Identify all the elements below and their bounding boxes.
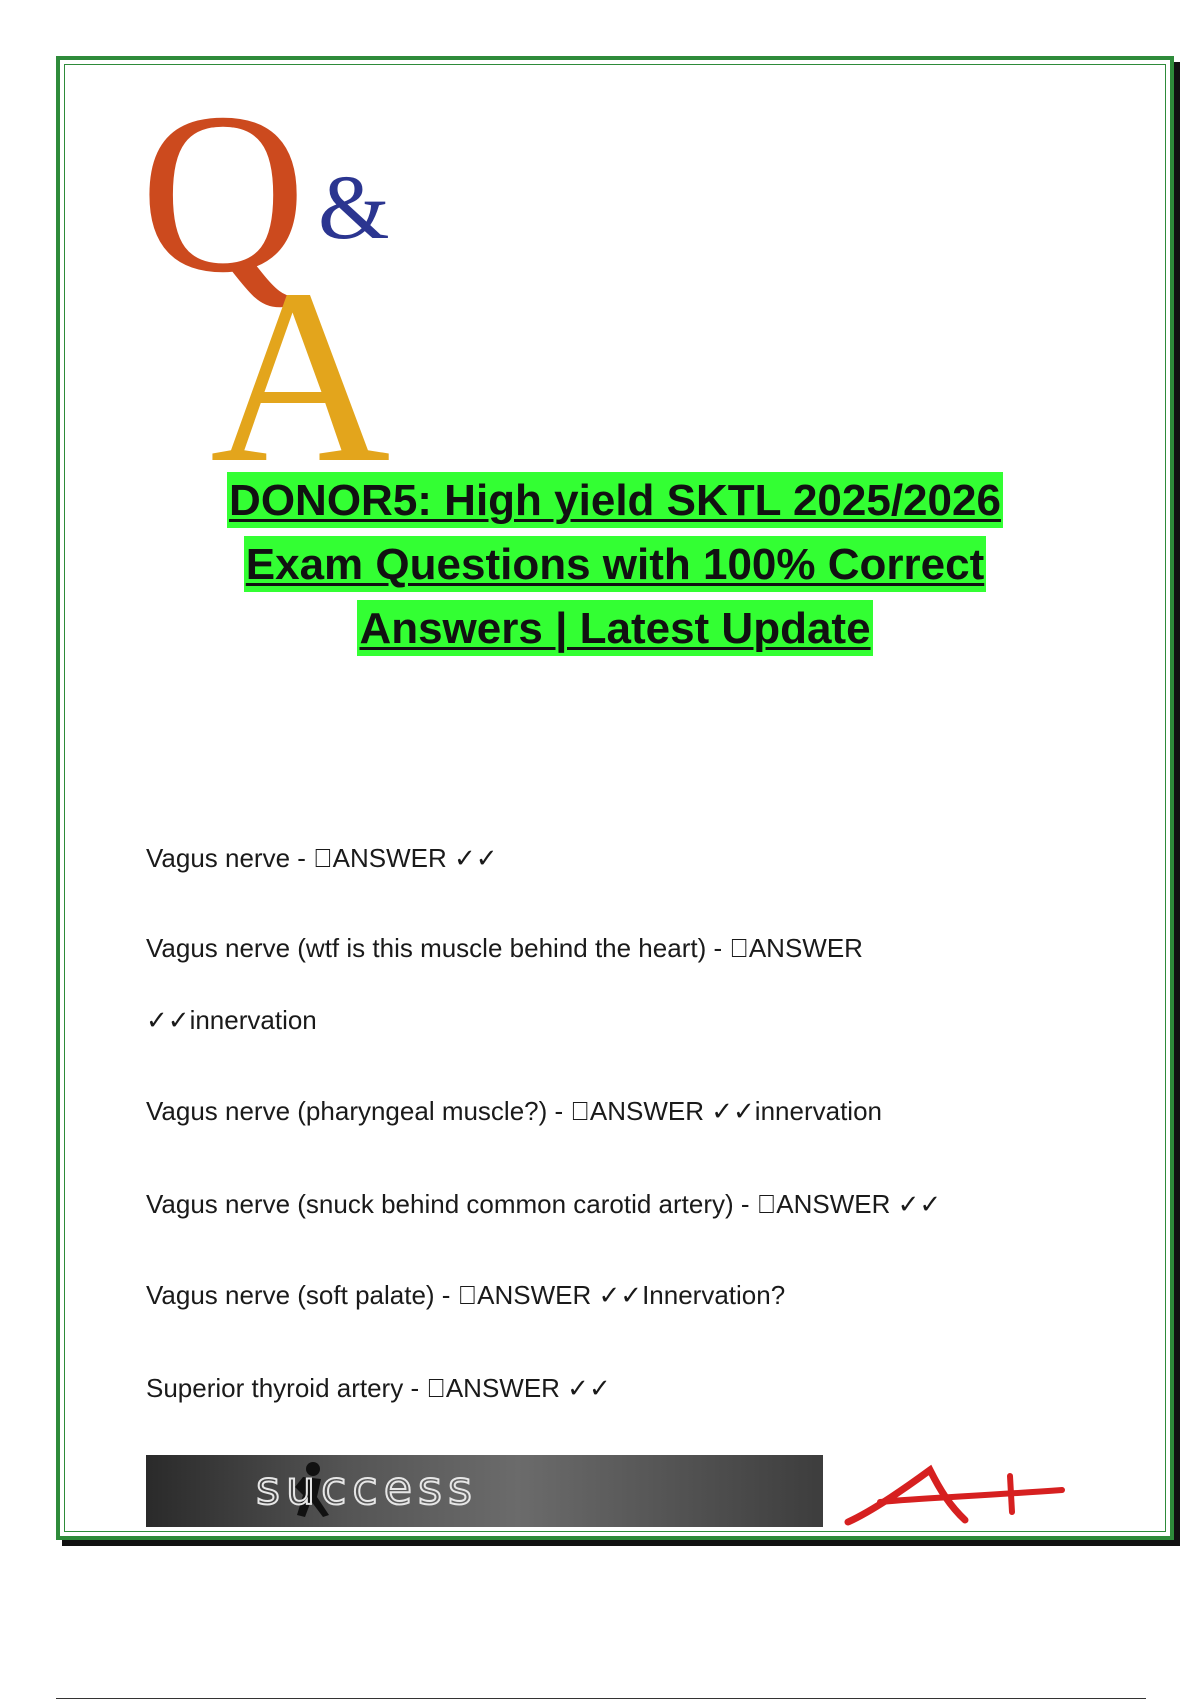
success-banner-text: success	[256, 1461, 478, 1515]
qa-item: Superior thyroid artery -  ANSWER ✓✓	[146, 1373, 611, 1403]
qa-item: Vagus nerve (wtf is this muscle behind the heart) -  ANSWER	[146, 933, 863, 963]
qa-item: Vagus nerve (pharyngeal muscle?) -  ANSWER ✓✓innervation	[146, 1096, 882, 1126]
title-line: Exam Questions with 100% Correct	[244, 536, 986, 592]
success-banner-image	[146, 1455, 823, 1527]
qa-item: Vagus nerve -  ANSWER ✓✓	[146, 843, 498, 873]
document-title	[100, 472, 1130, 664]
qa-item-continuation: ✓✓innervation	[146, 1005, 317, 1035]
logo-letter-a: A	[210, 238, 391, 470]
title-line: Answers | Latest Update	[357, 600, 872, 656]
bottom-rule	[56, 1698, 1146, 1699]
qa-item: Vagus nerve (soft palate) -  ANSWER ✓✓Innervation?	[146, 1280, 786, 1310]
a-plus-grade-icon	[840, 1462, 1070, 1532]
qa-item: Vagus nerve (snuck behind common carotid artery) -  ANSWER ✓✓	[146, 1189, 942, 1219]
title-line: DONOR5: High yield SKTL 2025/2026	[227, 472, 1003, 528]
qa-logo	[140, 70, 440, 470]
logo-ampersand: &	[318, 156, 390, 258]
logo-letter-q: Q	[140, 70, 307, 320]
